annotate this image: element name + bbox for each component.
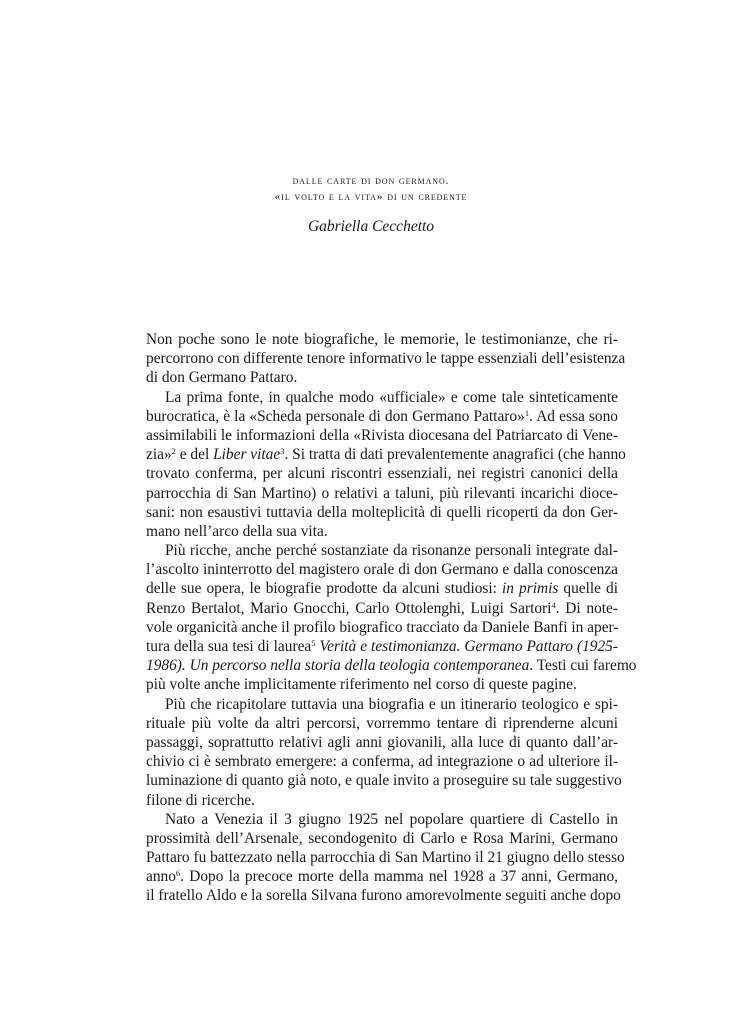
text-line: anno$^6$. Dopo la precoce morte della mamma nel 1928 a 37 anni, Germano,: [146, 868, 618, 886]
text-line: zia»$^2$ e del Liber vitae$^3$. Si tratta di dati prevalentemente anagrafici (che hanno: [146, 446, 626, 464]
text-line: La prima fonte, in qualche modo «ufficiale» e come tale sinteticamente: [165, 388, 618, 406]
footnote-ref[interactable]: 1: [524, 407, 530, 418]
text-line: di don Germano Pattaro.: [146, 369, 298, 387]
text-line: tura della sua tesi di laurea$^5$ Verità e testimonianza. Germano Pattaro (1925-: [146, 638, 618, 655]
text-line: vole organicità anche il profilo biografico tracciato da Daniele Banfi in aper-: [146, 618, 619, 636]
footnote-ref[interactable]: 6: [175, 868, 181, 879]
text-line: chivio ci è sembrato emergere: a conferma, ad integrazione o ad ulteriore il-: [146, 753, 618, 771]
author-name: Gabriella Cecchetto: [307, 218, 435, 235]
footnote-ref[interactable]: 3: [280, 446, 285, 457]
text-line: passaggi, soprattutto relativi agli anni giovanili, alla luce di quanto dall’ar-: [146, 733, 618, 751]
article-body: [146, 330, 637, 906]
text-line: Non poche sono le note biografiche, le memorie, le testimonianze, che ri-: [146, 331, 618, 348]
text-line: trovato conferma, per alcuni riscontri essenziali, nei registri canonici della: [146, 465, 618, 483]
text-line: delle sue opera, le biografie prodotte da alcuni studiosi: in primis quelle di: [146, 580, 619, 598]
text-line: Pattaro fu battezzato nella parrocchia di San Martino il 21 giugno dello stesso: [146, 849, 625, 867]
text-line: Più che ricapitolare tuttavia una biografia e un itinerario teologico e spi-: [165, 695, 618, 713]
text-line: percorrono con differente tenore informativo le tappe essenziali dell’esistenza: [146, 350, 626, 368]
text-line: 1986). Un percorso nella storia della teologia contemporanea. Testi cui faremo: [146, 657, 637, 675]
text-line: Renzo Bertalot, Mario Gnocchi, Carlo Ottolenghi, Luigi Sartori$^4$. Di note-: [146, 599, 618, 617]
footnote-ref[interactable]: 2: [171, 446, 176, 457]
text-line: il fratello Aldo e la sorella Silvana furono amorevolmente seguiti anche dopo: [146, 887, 621, 905]
text-line: Nato a Venezia il 3 giugno 1925 nel popolare quartiere di Castello in: [165, 810, 618, 828]
footnote-ref[interactable]: 5: [311, 638, 316, 648]
text-line: Più ricche, anche perché sostanziate da risonanze personali integrate dal-: [165, 542, 618, 560]
article-title-line-2: «il volto e la vita» di un credente: [274, 191, 468, 203]
article-title-line-1: dalle carte di don germano.: [292, 175, 450, 187]
footnote-ref[interactable]: 4: [551, 599, 556, 610]
text-line: sani: non esaustivi tuttavia della molteplicità di quelli ricoperti da don Ger-: [146, 503, 618, 521]
text-line: filone di ricerche.: [146, 791, 255, 809]
text-line: più volte anche implicitamente riferimento nel corso di queste pagine.: [146, 676, 577, 694]
text-line: luminazione di quanto già noto, e quale invito a proseguire su tale suggestivo: [146, 772, 622, 790]
text-line: parrocchia di San Martino) o relativi a taluni, più rilevanti incarichi dioce-: [146, 484, 618, 502]
text-line: burocratica, è la «Scheda personale di don Germano Pattaro»$^1$. Ad essa sono: [146, 407, 618, 425]
text-line: rituale più volte da altri percorsi, vorremmo tentare di riprenderne alcuni: [146, 714, 618, 732]
text-line: l’ascolto ininterrotto del magistero orale di don Germano e dalla conoscenza: [146, 561, 618, 579]
text-line: mano nell’arco della sua vita.: [146, 522, 328, 540]
text-line: assimilabili le informazioni della «Rivista diocesana del Patriarcato di Vene-: [146, 426, 618, 444]
text-line: prossimità dell’Arsenale, secondogenito di Carlo e Rosa Marini, Germano: [146, 829, 618, 847]
